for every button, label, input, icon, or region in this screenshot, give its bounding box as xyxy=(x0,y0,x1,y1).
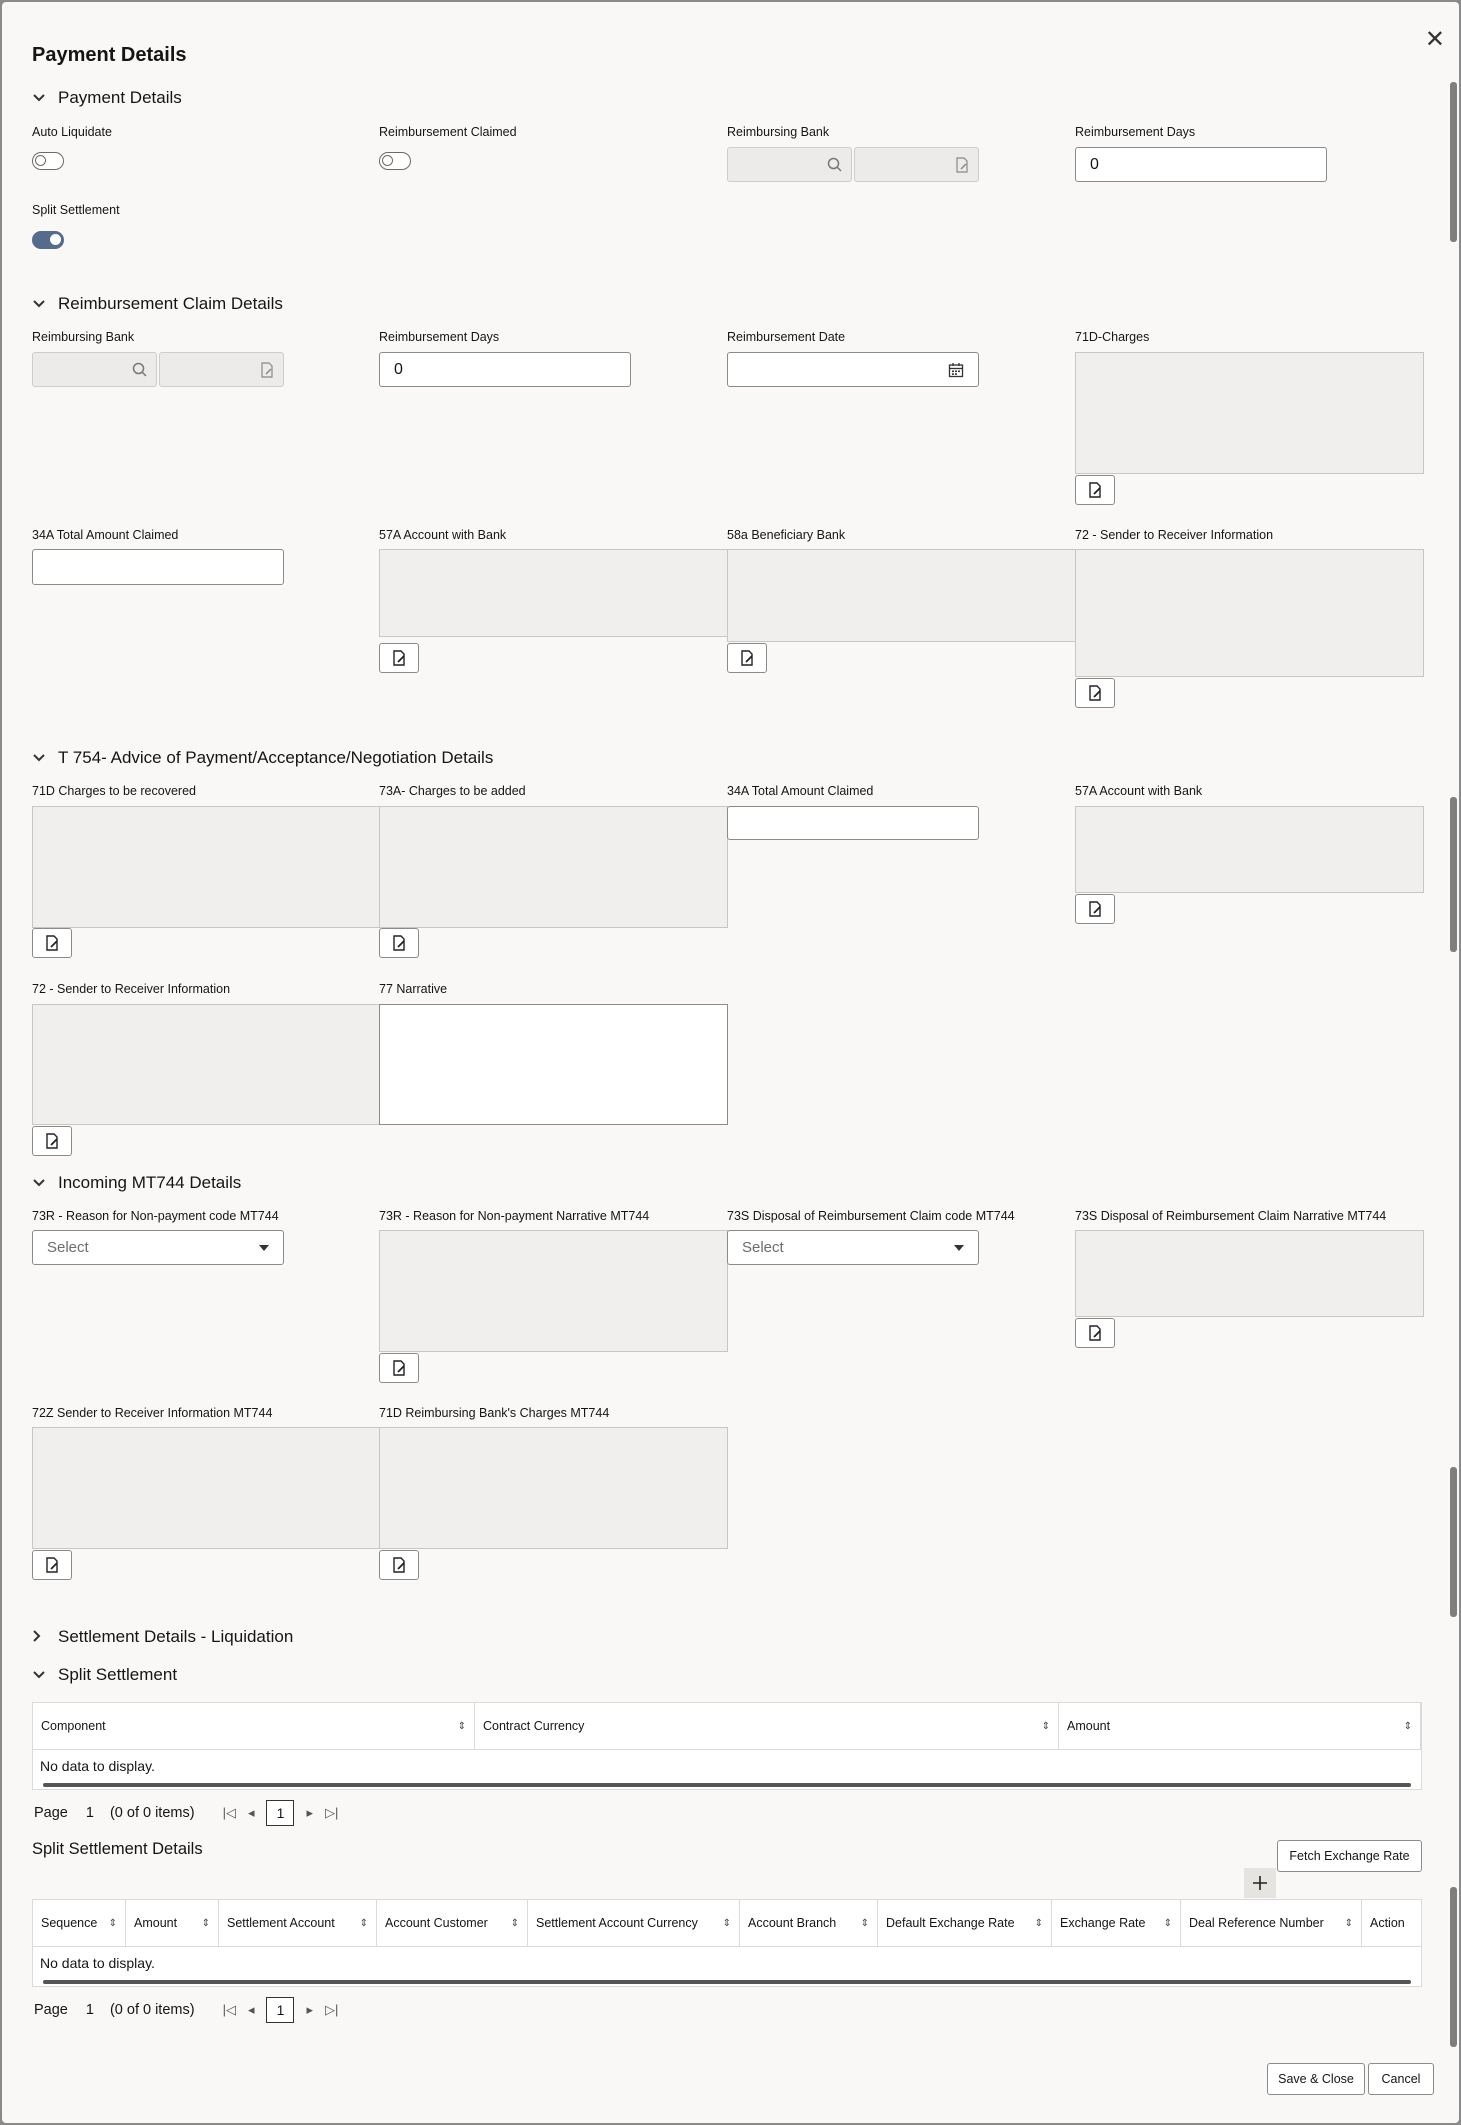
last-page-icon[interactable]: ▷| xyxy=(325,1805,339,1820)
document-edit-icon xyxy=(390,1359,408,1377)
fetch-exchange-rate-button[interactable]: Fetch Exchange Rate xyxy=(1277,1840,1422,1872)
column-header-amount[interactable] xyxy=(126,1900,219,1946)
section-title: T 754- Advice of Payment/Acceptance/Negotiation Details xyxy=(58,748,494,767)
column-header-amount[interactable] xyxy=(1059,1703,1421,1749)
section-payment-details[interactable] xyxy=(32,88,182,108)
sort-icon[interactable]: ⇕ xyxy=(510,1917,519,1929)
column-label: Account Branch xyxy=(748,1916,837,1930)
account-with-bank-57a-label: 57A Account with Bank xyxy=(1075,784,1203,798)
current-page[interactable]: 1 xyxy=(266,1800,294,1826)
horizontal-scrollbar[interactable] xyxy=(33,1781,1421,1789)
column-label: Amount xyxy=(1067,1719,1111,1733)
column-label: Deal Reference Number xyxy=(1189,1916,1324,1930)
reimbursing-charges-71d-textarea[interactable] xyxy=(379,1427,728,1549)
section-settlement-liquidation[interactable] xyxy=(32,1627,293,1647)
current-page[interactable]: 1 xyxy=(266,1997,294,2023)
edit-57a-button[interactable] xyxy=(1075,894,1115,924)
auto-liquidate-label: Auto Liquidate xyxy=(32,125,112,139)
account-with-bank-57a-textarea[interactable] xyxy=(379,549,728,637)
sender-receiver-72-label: 72 - Sender to Receiver Information xyxy=(1075,528,1274,542)
charges-added-73a-label: 73A- Charges to be added xyxy=(379,784,526,798)
charges-recovered-71d-label: 71D Charges to be recovered xyxy=(32,784,196,798)
charges-recovered-71d-textarea[interactable] xyxy=(32,806,381,928)
reimbursing-bank-name-input[interactable] xyxy=(854,147,979,182)
sort-icon[interactable]: ⇕ xyxy=(359,1917,368,1929)
chevron-right-icon xyxy=(32,1629,48,1646)
sender-receiver-72z-label: 72Z Sender to Receiver Information MT744 xyxy=(32,1406,273,1420)
edit-73s-button[interactable] xyxy=(1075,1318,1115,1348)
charges-added-73a-textarea[interactable] xyxy=(379,806,728,928)
edit-71d-recovered-button[interactable] xyxy=(32,928,72,958)
reimbursing-bank-input[interactable] xyxy=(727,147,852,182)
first-page-icon[interactable]: |◁ xyxy=(222,1805,236,1820)
section-title: Incoming MT744 Details xyxy=(58,1173,242,1192)
scrollbar-thumb[interactable] xyxy=(1450,797,1457,952)
page-input[interactable]: 1 xyxy=(85,2002,94,2018)
document-edit-icon xyxy=(738,649,756,667)
column-header-exchange-rate[interactable] xyxy=(1052,1900,1181,1946)
next-page-icon[interactable]: ▸ xyxy=(306,2002,313,2017)
document-edit-icon xyxy=(43,1556,61,1574)
document-edit-icon xyxy=(43,934,61,952)
save-close-button[interactable]: Save & Close xyxy=(1267,2063,1365,2095)
column-header-deal-reference-number[interactable] xyxy=(1181,1900,1362,1946)
reimbursement-claimed-toggle[interactable] xyxy=(379,152,411,170)
close-icon[interactable]: ✕ xyxy=(1424,26,1445,53)
items-count: (0 of 0 items) xyxy=(109,1805,195,1821)
split-settlement-toggle[interactable] xyxy=(32,231,64,249)
document-edit-icon xyxy=(1086,684,1104,702)
pagination xyxy=(34,1997,344,2023)
section-title: Payment Details xyxy=(58,88,182,107)
plus-icon[interactable] xyxy=(1244,1868,1276,1898)
select-value: Select xyxy=(47,1239,89,1256)
cancel-button[interactable]: Cancel xyxy=(1368,2063,1434,2095)
account-with-bank-57a-textarea[interactable] xyxy=(1075,806,1424,893)
edit-57a-button[interactable] xyxy=(379,643,419,673)
column-header-settlement-account-currency[interactable] xyxy=(528,1900,740,1946)
reason-narrative-73r-textarea[interactable] xyxy=(379,1230,728,1352)
chevron-down-icon xyxy=(32,90,48,106)
column-label: Account Customer xyxy=(385,1916,488,1930)
column-header-account-branch[interactable] xyxy=(740,1900,878,1946)
sort-icon[interactable]: ⇕ xyxy=(860,1917,869,1929)
reimbursing-bank-label: Reimbursing Bank xyxy=(727,125,830,139)
document-edit-icon xyxy=(43,1132,61,1150)
charges-71d-label: 71D-Charges xyxy=(1075,330,1150,344)
total-amount-34a-input[interactable] xyxy=(727,806,979,840)
reimbursement-days-label: Reimbursement Days xyxy=(1075,125,1196,139)
sort-icon[interactable]: ⇕ xyxy=(1034,1917,1043,1929)
edit-73a-button[interactable] xyxy=(379,928,419,958)
empty-message: No data to display. xyxy=(40,1955,155,1971)
last-page-icon[interactable]: ▷| xyxy=(325,2002,339,2017)
select-value: Select xyxy=(742,1239,784,1256)
edit-58a-button[interactable] xyxy=(727,643,767,673)
empty-message: No data to display. xyxy=(40,1758,155,1774)
column-label: Action xyxy=(1370,1916,1405,1930)
disposal-code-73s-select[interactable] xyxy=(727,1230,979,1265)
edit-72-button[interactable] xyxy=(1075,678,1115,708)
caret-down-icon xyxy=(954,1245,964,1251)
reimbursement-claimed-label: Reimbursement Claimed xyxy=(379,125,517,139)
prev-page-icon[interactable]: ◂ xyxy=(247,2002,255,2017)
auto-liquidate-toggle[interactable] xyxy=(32,152,64,170)
reimbursement-days-input[interactable]: 0 xyxy=(379,352,631,387)
edit-72z-button[interactable] xyxy=(32,1550,72,1580)
page-input[interactable]: 1 xyxy=(85,1805,94,1821)
document-edit-icon xyxy=(1086,900,1104,918)
edit-71d-charges-button[interactable] xyxy=(1075,475,1115,505)
edit-71d-reimbursing-button[interactable] xyxy=(379,1550,419,1580)
column-header-sequence[interactable] xyxy=(33,1900,126,1946)
beneficiary-bank-58a-label: 58a Beneficiary Bank xyxy=(727,528,846,542)
split-settlement-details-table xyxy=(32,1899,1422,1987)
sender-receiver-72-textarea[interactable] xyxy=(32,1004,381,1125)
sort-icon[interactable]: ⇕ xyxy=(1344,1917,1353,1929)
section-t754[interactable] xyxy=(32,748,493,768)
column-header-action xyxy=(1362,1900,1421,1946)
section-split-settlement[interactable] xyxy=(32,1665,177,1685)
narrative-77-label: 77 Narrative xyxy=(379,982,448,996)
first-page-icon[interactable]: |◁ xyxy=(222,2002,236,2017)
sort-icon[interactable]: ⇕ xyxy=(201,1917,210,1929)
disposal-narrative-73s-textarea[interactable] xyxy=(1075,1230,1424,1317)
edit-72-button[interactable] xyxy=(32,1126,72,1156)
document-edit-icon xyxy=(390,649,408,667)
reason-code-73r-select[interactable] xyxy=(32,1230,284,1265)
sort-icon[interactable]: ⇕ xyxy=(1041,1720,1050,1732)
total-amount-34a-input[interactable] xyxy=(32,549,284,585)
column-header-settlement-account[interactable] xyxy=(219,1900,377,1946)
next-page-icon[interactable]: ▸ xyxy=(306,1805,313,1820)
disposal-narrative-73s-label: 73S Disposal of Reimbursement Claim Narrative MT744 xyxy=(1075,1209,1387,1223)
sender-receiver-72-textarea[interactable] xyxy=(1075,549,1424,677)
chevron-down-icon xyxy=(32,1175,48,1191)
pagination xyxy=(34,1800,344,1826)
prev-page-icon[interactable]: ◂ xyxy=(247,1805,255,1820)
split-settlement-label: Split Settlement xyxy=(32,203,120,217)
reason-code-73r-label: 73R - Reason for Non-payment code MT744 xyxy=(32,1209,279,1223)
column-label: Component xyxy=(41,1719,106,1733)
split-settlement-details-heading: Split Settlement Details xyxy=(32,1840,203,1858)
column-header-default-exchange-rate[interactable] xyxy=(878,1900,1052,1946)
section-reimbursement-claim[interactable] xyxy=(32,294,283,314)
reimbursement-date-label: Reimbursement Date xyxy=(727,330,846,344)
edit-73r-button[interactable] xyxy=(379,1353,419,1383)
calendar-icon[interactable] xyxy=(948,362,964,378)
sort-icon[interactable]: ⇕ xyxy=(1163,1917,1172,1929)
column-label: Contract Currency xyxy=(483,1719,585,1733)
split-settlement-table xyxy=(32,1702,1422,1790)
reimbursing-bank-input[interactable] xyxy=(32,352,157,387)
document-edit-icon xyxy=(259,362,275,378)
sort-icon[interactable]: ⇕ xyxy=(457,1720,466,1732)
section-mt744[interactable] xyxy=(32,1173,241,1193)
disposal-code-73s-label: 73S Disposal of Reimbursement Claim code MT744 xyxy=(727,1209,1015,1223)
reason-narrative-73r-label: 73R - Reason for Non-payment Narrative MT744 xyxy=(379,1209,650,1223)
section-title: Reimbursement Claim Details xyxy=(58,294,283,313)
section-title: Settlement Details - Liquidation xyxy=(58,1627,294,1646)
document-edit-icon xyxy=(1086,481,1104,499)
column-header-component[interactable] xyxy=(33,1703,475,1749)
items-count: (0 of 0 items) xyxy=(109,2002,195,2018)
dialog-title: Payment Details xyxy=(32,44,187,66)
sort-icon[interactable]: ⇕ xyxy=(108,1917,117,1929)
sender-receiver-72z-textarea[interactable] xyxy=(32,1427,381,1549)
horizontal-scrollbar[interactable] xyxy=(33,1978,1421,1986)
payment-details-dialog xyxy=(2,2,1459,2123)
document-edit-icon xyxy=(954,157,970,173)
reimbursement-days-label: Reimbursement Days xyxy=(379,330,500,344)
column-header-contract-currency[interactable] xyxy=(475,1703,1059,1749)
column-header-account-customer[interactable] xyxy=(377,1900,528,1946)
charges-71d-textarea[interactable] xyxy=(1075,352,1424,474)
sort-icon[interactable]: ⇕ xyxy=(1403,1720,1412,1732)
reimbursement-days-input[interactable]: 0 xyxy=(1075,147,1327,182)
search-icon[interactable] xyxy=(827,157,843,173)
document-edit-icon xyxy=(390,1556,408,1574)
account-with-bank-57a-label: 57A Account with Bank xyxy=(379,528,507,542)
total-amount-34a-label: 34A Total Amount Claimed xyxy=(32,528,179,542)
column-label: Settlement Account Currency xyxy=(536,1916,698,1930)
section-title: Split Settlement xyxy=(58,1665,178,1684)
reimbursement-date-input[interactable] xyxy=(727,352,979,387)
scrollbar-thumb[interactable] xyxy=(1450,1887,1457,2047)
search-icon[interactable] xyxy=(132,362,148,378)
column-label: Default Exchange Rate xyxy=(886,1916,1015,1930)
column-label: Sequence xyxy=(41,1916,98,1930)
scrollbar-thumb[interactable] xyxy=(1450,1467,1457,1617)
narrative-77-textarea[interactable] xyxy=(379,1004,728,1125)
reimbursing-bank-name-input[interactable] xyxy=(159,352,284,387)
page-label: Page xyxy=(34,2002,68,2018)
sort-icon[interactable]: ⇕ xyxy=(722,1917,731,1929)
chevron-down-icon xyxy=(32,1667,48,1683)
beneficiary-bank-58a-textarea[interactable] xyxy=(727,549,1076,642)
column-label: Settlement Account xyxy=(227,1916,335,1930)
total-amount-34a-label: 34A Total Amount Claimed xyxy=(727,784,874,798)
chevron-down-icon xyxy=(32,750,48,766)
reimbursing-bank-label: Reimbursing Bank xyxy=(32,330,135,344)
chevron-down-icon xyxy=(32,296,48,312)
document-edit-icon xyxy=(390,934,408,952)
page-label: Page xyxy=(34,1805,68,1821)
reimbursing-charges-71d-label: 71D Reimbursing Bank's Charges MT744 xyxy=(379,1406,610,1420)
caret-down-icon xyxy=(259,1245,269,1251)
column-label: Amount xyxy=(134,1916,178,1930)
column-label: Exchange Rate xyxy=(1060,1916,1146,1930)
document-edit-icon xyxy=(1086,1324,1104,1342)
sender-receiver-72-label: 72 - Sender to Receiver Information xyxy=(32,982,231,996)
scrollbar-thumb[interactable] xyxy=(1450,82,1457,242)
